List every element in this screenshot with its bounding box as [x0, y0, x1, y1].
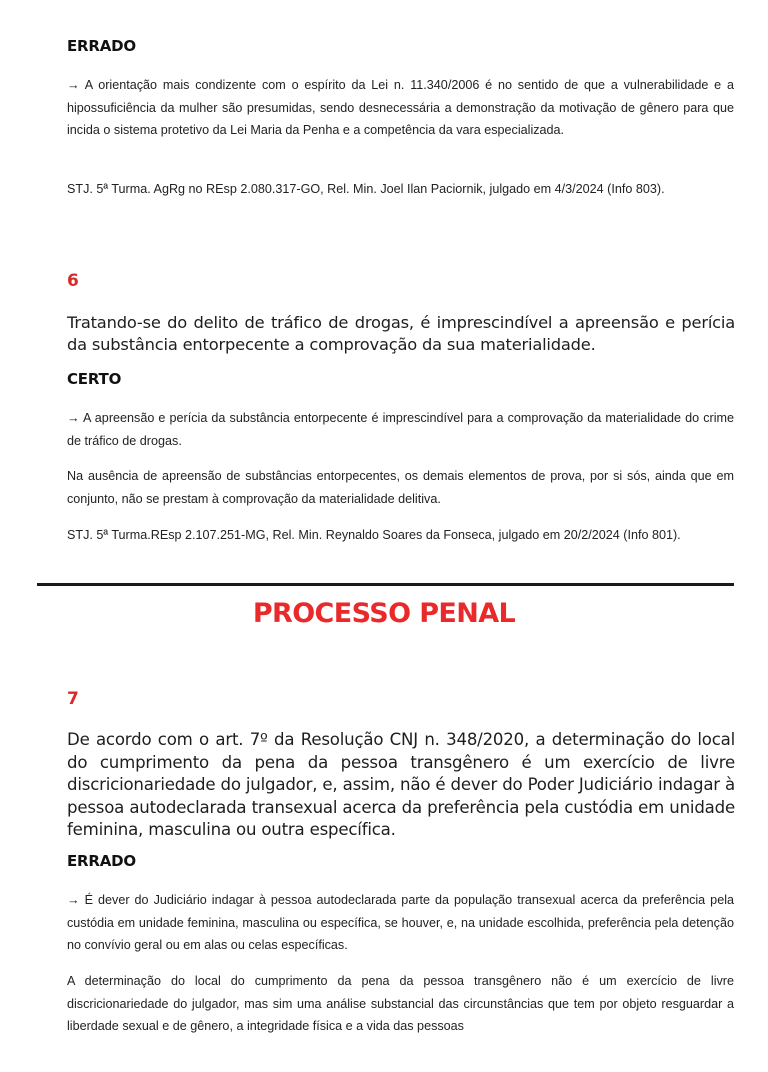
case-citation: STJ. 5ª Turma.REsp 2.107.251-MG, Rel. Min. Reynaldo Soares da Fonseca, julgado em 20/2/2024 (Info 801). [67, 528, 681, 542]
explanation-text: A determinação do local do cumprimento da pena da pessoa transgênero não é um exercício de livre discricionariedade do julgador, mas sim uma análise substancial das circunstâncias que tem por objeto resguardar a liberdade sexual e de gênero, a integridade física e a vida das pessoas [67, 974, 734, 1033]
explanation-text: → A orientação mais condizente com o espírito da Lei n. 11.340/2006 é no sentido de que a vulnerabilidade e a hipossuficiência da mulher são presumidas, sendo desnecessária a demonstração da motivação de gênero para que incida o sistema protetivo da Lei Maria da Penha e a competência da vara especializada. [67, 78, 734, 137]
question-statement: De acordo com o art. 7º da Resolução CNJ n. 348/2020, a determinação do local do cumprimento da pena da pessoa transgênero é um exercício de livre discricionariedade do julgador, e, assim, não é dever do Poder Judiciário indagar à pessoa autodeclarada transexual acerca da preferência pela custódia em unidade feminina, masculina ou outra específica. [67, 730, 735, 839]
question-number: 6 [67, 271, 79, 291]
case-citation: STJ. 5ª Turma. AgRg no REsp 2.080.317-GO, Rel. Min. Joel Ilan Paciornik, julgado em 4/3/2024 (Info 803). [67, 182, 665, 196]
explanation-text: → É dever do Judiciário indagar à pessoa autodeclarada parte da população transexual acerca da preferência pela custódia em unidade feminina, masculina ou específica, se houver, e, na unidade escolhida, preferência pela detenção no convívio geral ou em alas ou celas específicas. [67, 893, 734, 952]
explanation-text: Na ausência de apreensão de substâncias entorpecentes, os demais elementos de prova, por si sós, ainda que em conjunto, não se prestam à comprovação da materialidade delitiva. [67, 469, 734, 506]
section-divider [37, 583, 734, 586]
verdict-label: CERTO [67, 370, 122, 388]
section-title: PROCESSO PENAL [252, 598, 516, 629]
question-statement: Tratando-se do delito de tráfico de drogas, é imprescindível a apreensão e perícia da substância entorpecente a comprovação da sua materialidade. [67, 313, 735, 354]
verdict-label: ERRADO [67, 852, 136, 870]
question-number: 7 [67, 689, 79, 709]
verdict-label: ERRADO [67, 37, 136, 55]
explanation-text: → A apreensão e perícia da substância entorpecente é imprescindível para a comprovação da materialidade do crime de tráfico de drogas. [67, 411, 734, 448]
